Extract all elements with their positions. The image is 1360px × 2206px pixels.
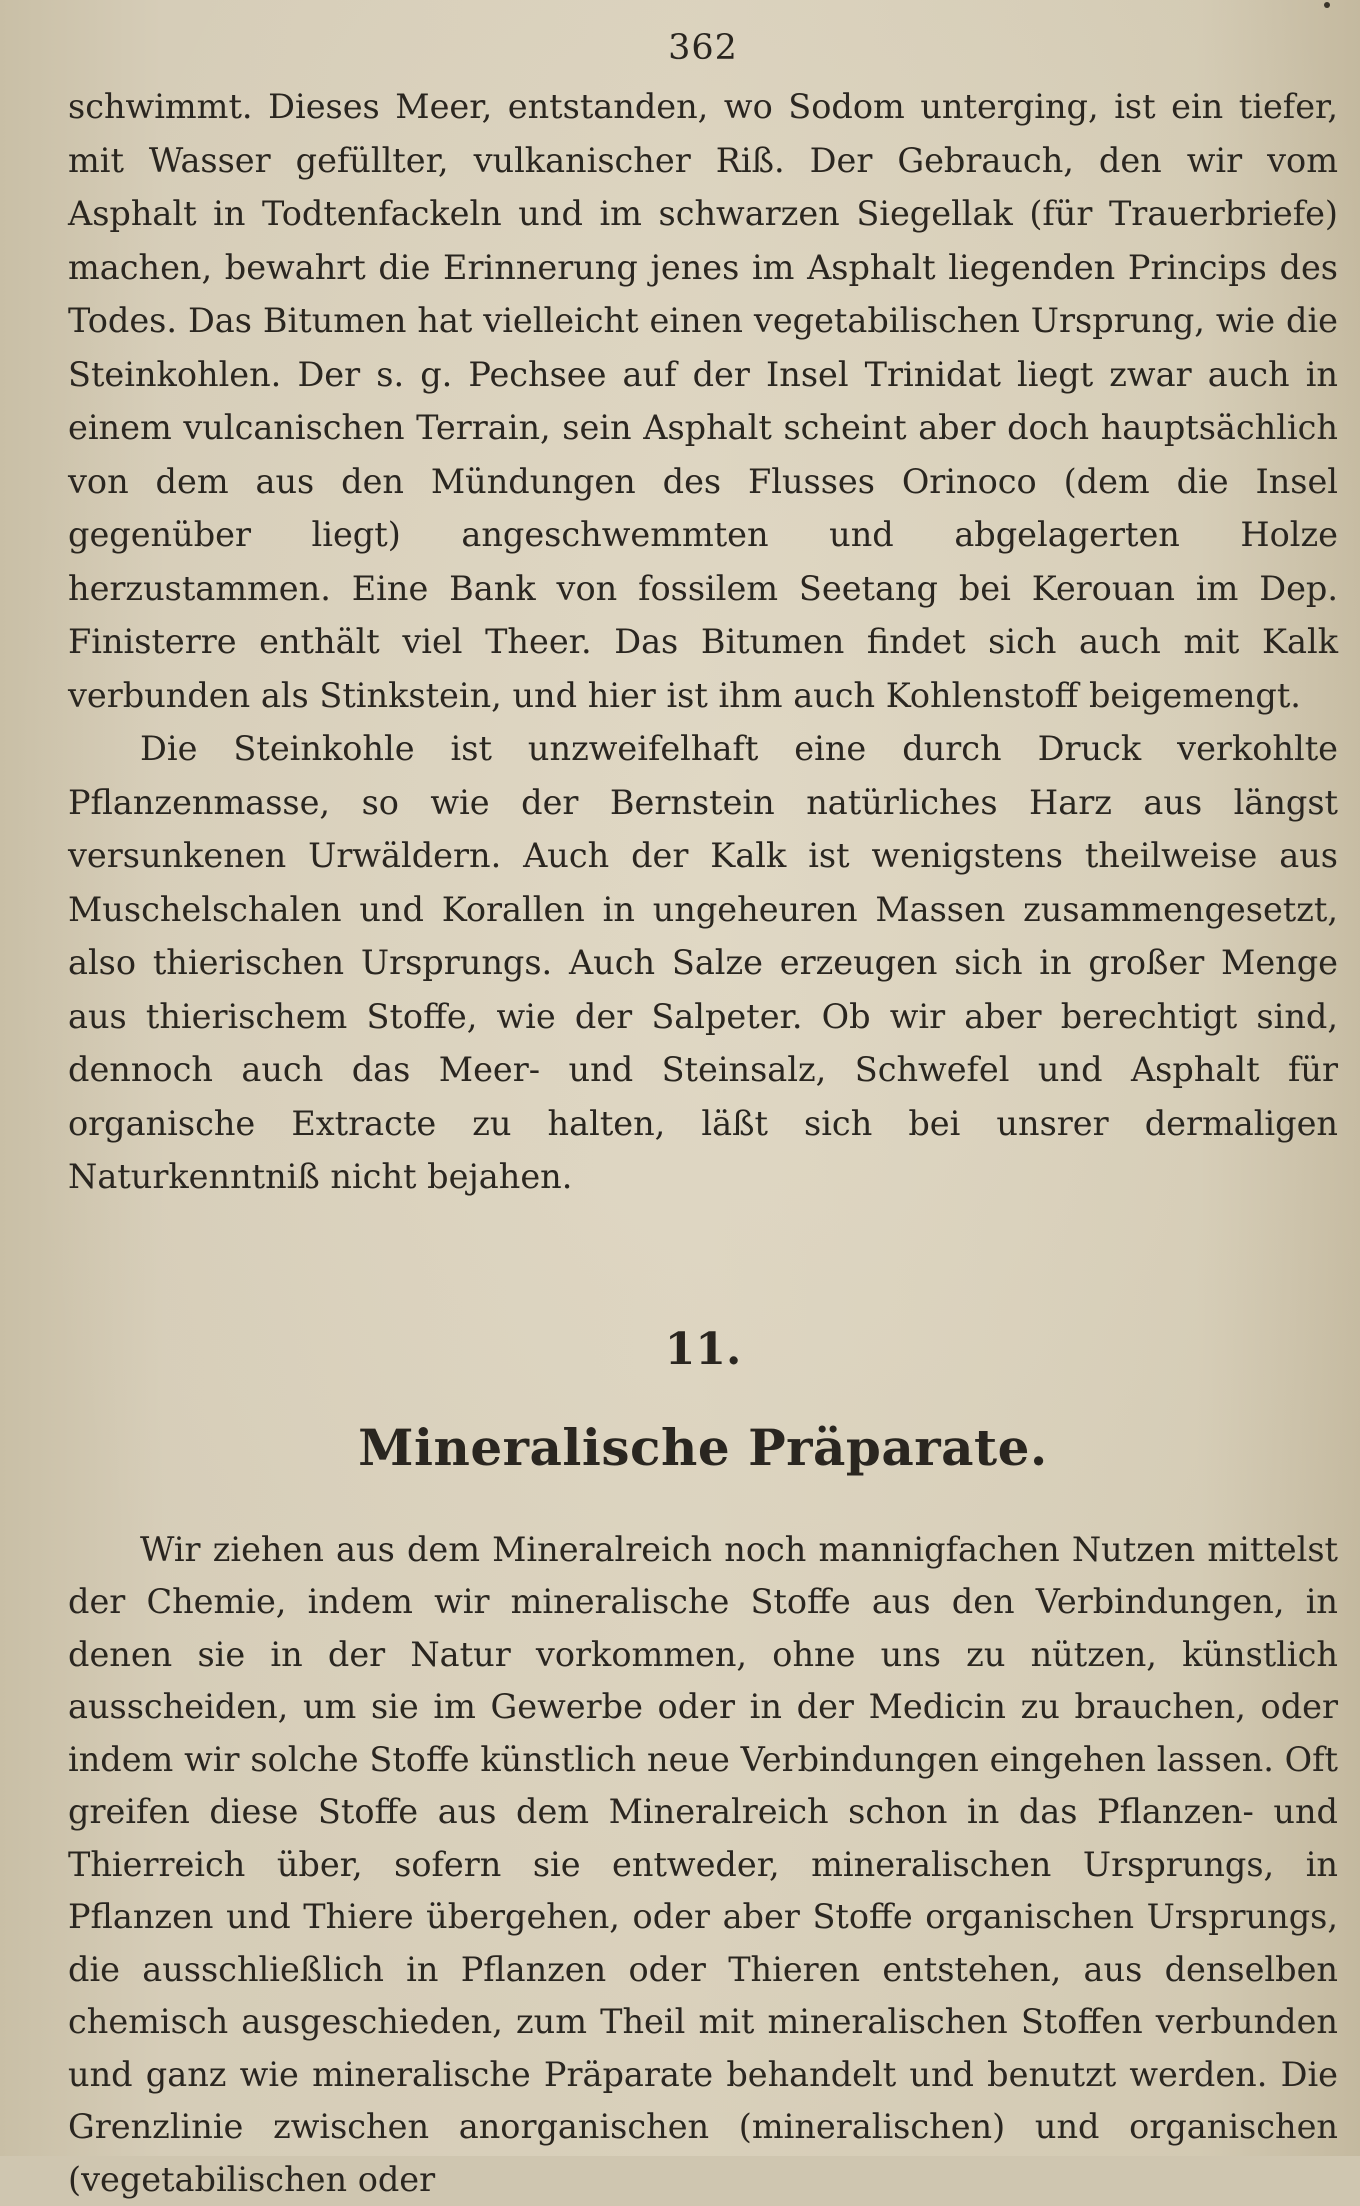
ink-speck	[1324, 2, 1330, 8]
paragraph-mineralreich: Wir ziehen aus dem Mineralreich noch mannigfachen Nutzen mittelst der Chemie, indem wir mineralische Stoffe aus den Verbindungen, in denen sie in der Natur vorkommen, ohne uns zu nützen, künstlich ausscheiden, um sie im Gewerbe oder in der Medicin zu brauchen, oder indem wir solche Stoffe künstlich neue Verbindungen eingehen lassen. Oft greifen diese Stoffe aus dem Mineralreich schon in das Pflanzen- und Thierreich über, sofern sie entweder, mineralischen Ursprungs, in Pflanzen und Thiere übergehen, oder aber Stoffe organischen Ursprungs, die ausschließlich in Pflanzen oder Thieren entstehen, aus denselben chemisch ausgeschieden, zum Theil mit mineralischen Stoffen verbunden und ganz wie mineralische Präparate behandelt und benutzt werden. Die Grenzlinie zwischen anorganischen (mineralischen) und organischen (vegetabilischen oder	[68, 1524, 1338, 2206]
page-number: 362	[68, 26, 1338, 70]
section-title: Mineralische Präparate.	[68, 1416, 1338, 1480]
paragraph-steinkohle: Die Steinkohle ist unzweifelhaft eine durch Druck verkohlte Pflanzenmasse, so wie der Bernstein natürliches Harz aus längst versunkenen Urwäldern. Auch der Kalk ist wenigstens theilweise aus Muschelschalen und Korallen in ungeheuren Massen zusammengesetzt, also thierischen Ursprungs. Auch Salze erzeugen sich in großer Menge aus thierischem Stoffe, wie der Salpeter. Ob wir aber berechtigt sind, dennoch auch das Meer- und Steinsalz, Schwefel und Asphalt für organische Extracte zu halten, läßt sich bei unsrer dermaligen Naturkenntniß nicht bejahen.	[68, 722, 1338, 1204]
section-number: 11.	[68, 1322, 1338, 1378]
paragraph-asphalt: schwimmt. Dieses Meer, entstanden, wo Sodom unterging, ist ein tiefer, mit Wasser gefüllter, vulkanischer Riß. Der Gebrauch, den wir vom Asphalt in Todtenfackeln und im schwarzen Siegellak (für Trauerbriefe) machen, bewahrt die Erinnerung jenes im Asphalt liegenden Princips des Todes. Das Bitumen hat vielleicht einen vegetabilischen Ursprung, wie die Steinkohlen. Der s. g. Pechsee auf der Insel Trinidat liegt zwar auch in einem vulcanischen Terrain, sein Asphalt scheint aber doch hauptsächlich von dem aus den Mündungen des Flusses Orinoco (dem die Insel gegenüber liegt) angeschwemmten und abgelagerten Holze herzustammen. Eine Bank von fossilem Seetang bei Kerouan im Dep. Finisterre enthält viel Theer. Das Bitumen findet sich auch mit Kalk verbunden als Stinkstein, und hier ist ihm auch Kohlenstoff beigemengt.	[68, 80, 1338, 722]
